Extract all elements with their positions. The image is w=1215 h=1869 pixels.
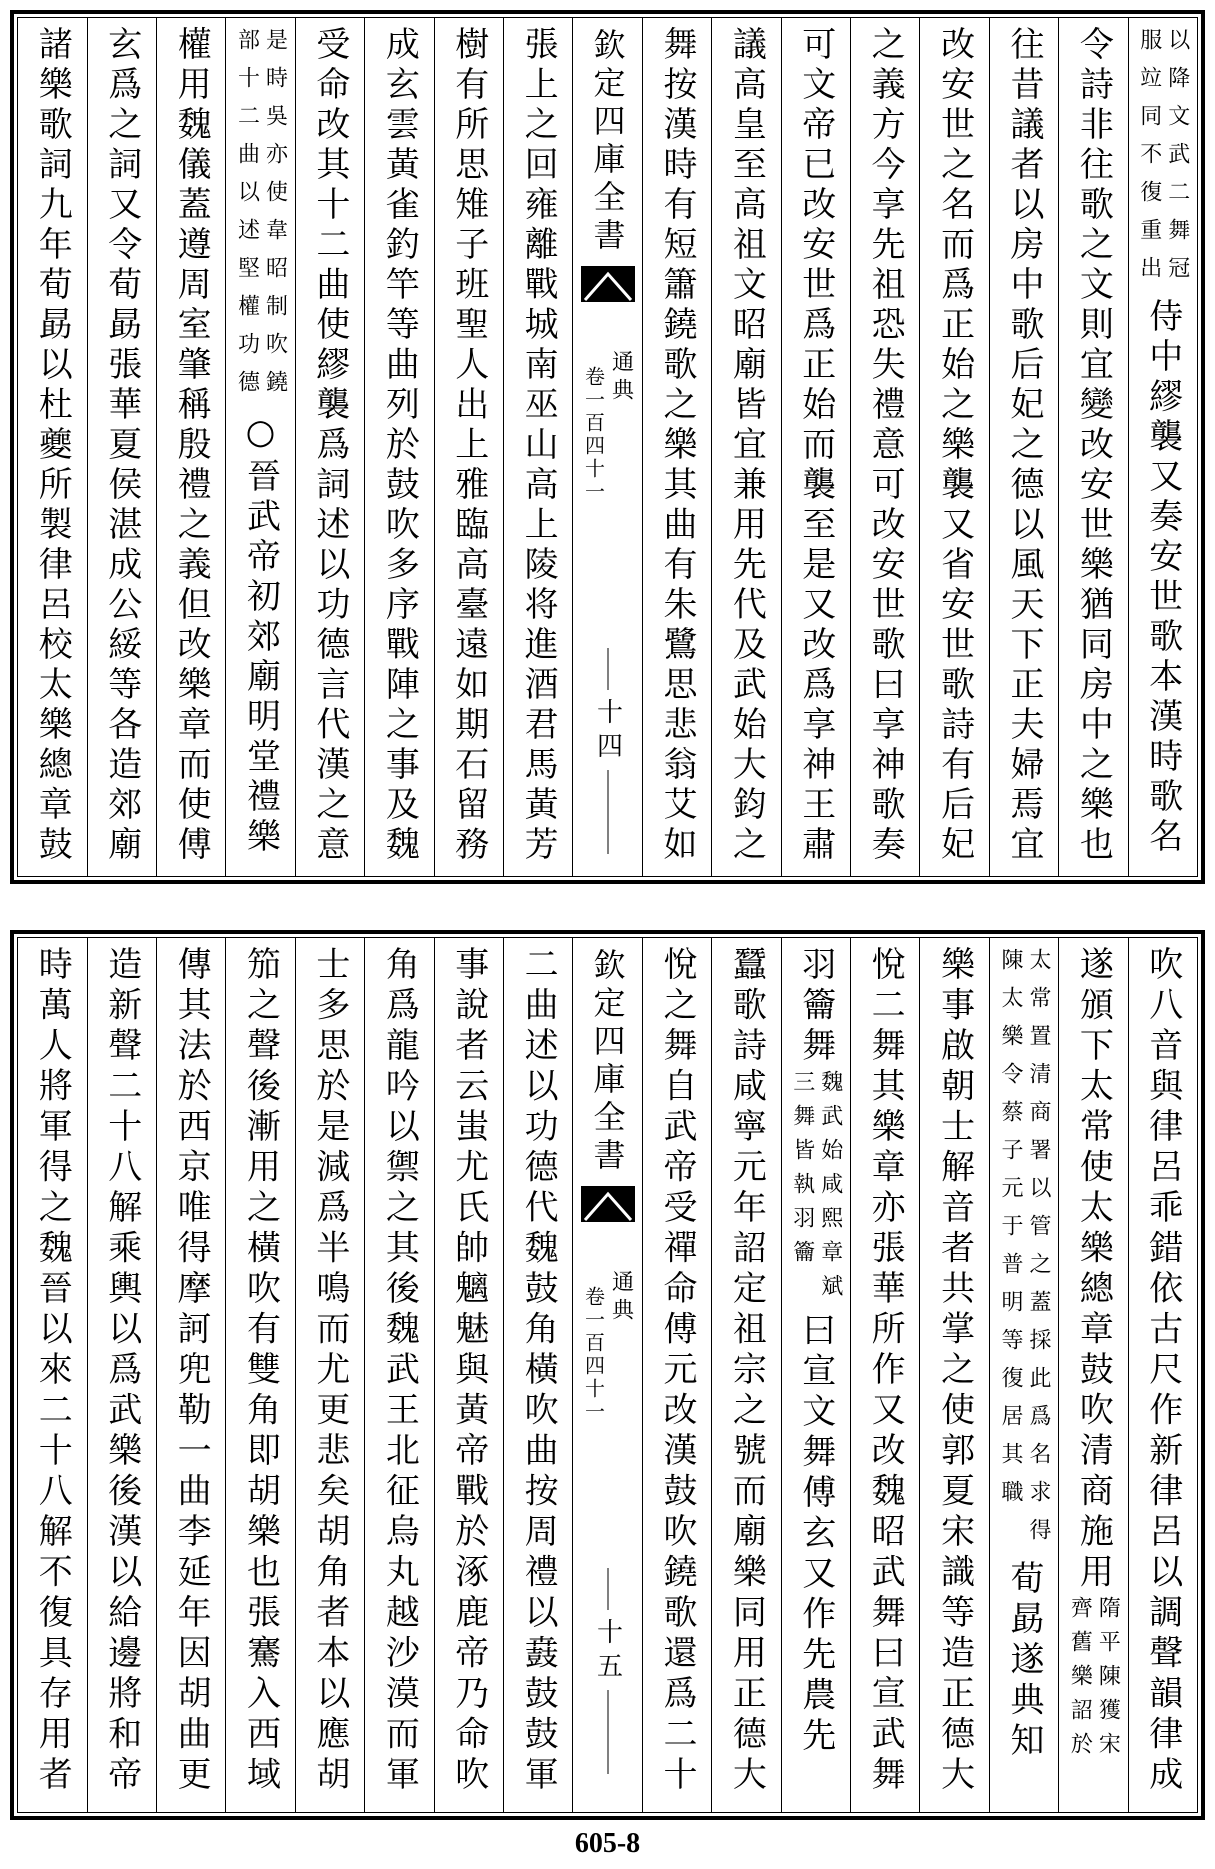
main-text: 成玄雲黃雀釣竿等曲列於鼓吹多序戰陣之事及魏	[379, 26, 420, 866]
main-text: 二曲述以功德代魏鼓角橫吹曲按周禮以鼖鼓鼓軍	[518, 946, 559, 1797]
main-text: 悅之舞自武帝受禪命傅元改漢鼓吹鐃歌還爲二十	[656, 946, 697, 1797]
text-column	[989, 18, 1058, 876]
text-column	[225, 938, 294, 1812]
note-left-line: 陳太樂令蔡子元于普明等復居其職	[997, 948, 1023, 1518]
main-text: 受命改其十二曲使繆襲爲詞述以功德言代漢之意	[309, 26, 350, 866]
main-text: 之義方今享先祖恐失禮意可改安世歌曰享神歌奏	[865, 26, 906, 866]
text-column	[781, 938, 850, 1812]
margin-rule	[607, 648, 608, 690]
main-text: 張上之回雍離戰城南巫山高上陵将進酒君馬黃芳	[518, 26, 559, 866]
interlinear-note	[1067, 1596, 1121, 1766]
text-column	[1128, 938, 1197, 1812]
main-text: 樹有所思雉子班聖人出上雅臨高臺遠如期石留務	[448, 26, 489, 866]
main-text: 悅二舞其樂章亦張華所作又改魏昭武舞曰宣武舞	[865, 946, 906, 1797]
interlinear-note	[236, 28, 286, 408]
margin-rule	[607, 770, 608, 854]
margin-juan-number: 卷一百四十一	[581, 1286, 606, 1424]
margin-juan-number: 卷一百四十一	[581, 366, 606, 504]
text-column	[850, 938, 919, 1812]
text-column	[295, 18, 364, 876]
main-text: 侍中繆襲又奏安世歌本漢時歌名	[1142, 298, 1183, 858]
main-text: ○晉武帝初郊廟明堂禮樂	[240, 412, 281, 858]
main-text: 可文帝已改安世爲正始而襲至是又改爲享神王肅	[795, 26, 836, 866]
note-right-line: 以降文武二舞冠	[1164, 28, 1190, 294]
text-column	[642, 18, 711, 876]
center-margin-column	[572, 938, 641, 1812]
main-text: 玄爲之詞又令荀勗張華夏侯湛成公綏等各造郊廟	[101, 26, 142, 866]
margin-book-note	[581, 1270, 634, 1424]
text-column	[18, 938, 86, 1812]
text-column	[711, 18, 780, 876]
margin-book-title: 通典	[608, 350, 634, 406]
lower-leaf-frame	[17, 937, 1198, 1813]
note-left-line: 部十二曲以述堅權功德	[234, 28, 260, 408]
note-left-line: 三舞皆執羽籥	[789, 1069, 815, 1274]
note-right-line: 魏武始咸熙章斌	[817, 1069, 843, 1308]
note-right-line: 太常置清商署以管之蓋採此爲名求得	[1025, 948, 1051, 1556]
text-column	[225, 18, 294, 876]
text-column	[87, 938, 156, 1812]
fishtail-icon	[581, 266, 635, 306]
main-text: 角爲龍吟以禦之其後魏武王北征烏丸越沙漠而軍	[379, 946, 420, 1797]
text-column	[503, 18, 572, 876]
text-column	[642, 938, 711, 1812]
text-column	[87, 18, 156, 876]
text-column	[919, 18, 988, 876]
margin-folio-number: 十四	[592, 698, 623, 766]
main-text: 諸樂歌詞九年荀勗以杜夔所製律呂校太樂總章鼓	[32, 26, 73, 866]
margin-rule	[607, 1690, 608, 1774]
page-code: 605-8	[574, 1828, 641, 1859]
text-column	[364, 18, 433, 876]
margin-book-note	[581, 350, 634, 504]
main-text: 事說者云蚩尤氏帥魑魅與黃帝戰於涿鹿帝乃命吹	[448, 946, 489, 1797]
text-column	[850, 18, 919, 876]
main-text: 吹八音與律呂乖錯依古尺作新律呂以調聲韻律成	[1142, 946, 1183, 1797]
text-column	[1128, 18, 1197, 876]
margin-title: 欽定四庫全書	[588, 28, 627, 256]
main-text: 士多思於是減爲半鳴而尤更悲矣胡角者本以應胡	[309, 946, 350, 1797]
main-text: 蠶歌詩咸寧元年詔定祖宗之號而廟樂同用正德大	[726, 946, 767, 1797]
text-column	[434, 18, 503, 876]
note-left-line: 齊舊樂詔於	[1067, 1596, 1093, 1766]
margin-rule	[607, 1568, 608, 1610]
main-text: 議高皇至高祖文昭廟皆宜兼用先代及武始大鈞之	[726, 26, 767, 866]
text-column	[156, 18, 225, 876]
margin-title: 欽定四庫全書	[588, 948, 627, 1176]
note-right-line: 是時吳亦使韋昭制吹鐃	[262, 28, 288, 408]
fishtail-icon	[581, 1186, 635, 1226]
text-column	[919, 938, 988, 1812]
text-column	[503, 938, 572, 1812]
text-column	[156, 938, 225, 1812]
text-column	[989, 938, 1058, 1812]
main-text: 曰宣文舞傅玄又作先農先	[795, 1311, 836, 1757]
note-left-line: 服竝同不復重出	[1136, 28, 1162, 294]
main-text: 荀勗遂典知	[1003, 1560, 1044, 1763]
main-text: 樂事啟朝士解音者共掌之使郭夏宋識等造正德大	[934, 946, 975, 1797]
text-column	[295, 938, 364, 1812]
note-right-line: 隋平陳獲宋	[1095, 1596, 1121, 1766]
text-column	[1058, 18, 1127, 876]
text-column	[18, 18, 86, 876]
interlinear-note	[791, 1070, 841, 1308]
main-text: 往昔議者以房中歌后妃之德以風天下正夫婦焉宜	[1003, 26, 1044, 866]
center-margin-column	[572, 18, 641, 876]
lower-leaf	[10, 930, 1205, 1820]
main-text: 傳其法於西京唯得摩訶兜勒一曲李延年因胡曲更	[171, 946, 212, 1797]
interlinear-note	[999, 948, 1049, 1556]
text-column	[364, 938, 433, 1812]
text-column	[1058, 938, 1127, 1812]
interlinear-note	[1138, 28, 1188, 294]
margin-folio-number: 十五	[592, 1618, 623, 1686]
main-text: 令詩非往歌之文則宜變改安世樂猶同房中之樂也	[1073, 26, 1114, 866]
main-text: 舞按漢時有短簫鐃歌之樂其曲有朱鷺思悲翁艾如	[656, 26, 697, 866]
main-text: 造新聲二十八解乘輿以爲武樂後漢以給邊將和帝	[101, 946, 142, 1797]
text-column	[711, 938, 780, 1812]
upper-leaf	[10, 10, 1205, 884]
text-column	[781, 18, 850, 876]
main-text: 笳之聲後漸用之橫吹有雙角即胡樂也張騫入西域	[240, 946, 281, 1797]
main-text: 遂頒下太常使太樂總章鼓吹清商施用	[1073, 946, 1114, 1594]
main-text-lead: 羽籥舞	[795, 946, 836, 1068]
main-text: 時萬人將軍得之魏晉以來二十八解不復具存用者	[32, 946, 73, 1797]
text-column	[434, 938, 503, 1812]
margin-book-title: 通典	[608, 1270, 634, 1326]
main-text: 改安世之名而爲正始之樂襲又省安世歌詩有后妃	[934, 26, 975, 866]
main-text: 權用魏儀蓋遵周室肇稱殷禮之義但改樂章而使傅	[171, 26, 212, 866]
upper-leaf-frame	[17, 17, 1198, 877]
